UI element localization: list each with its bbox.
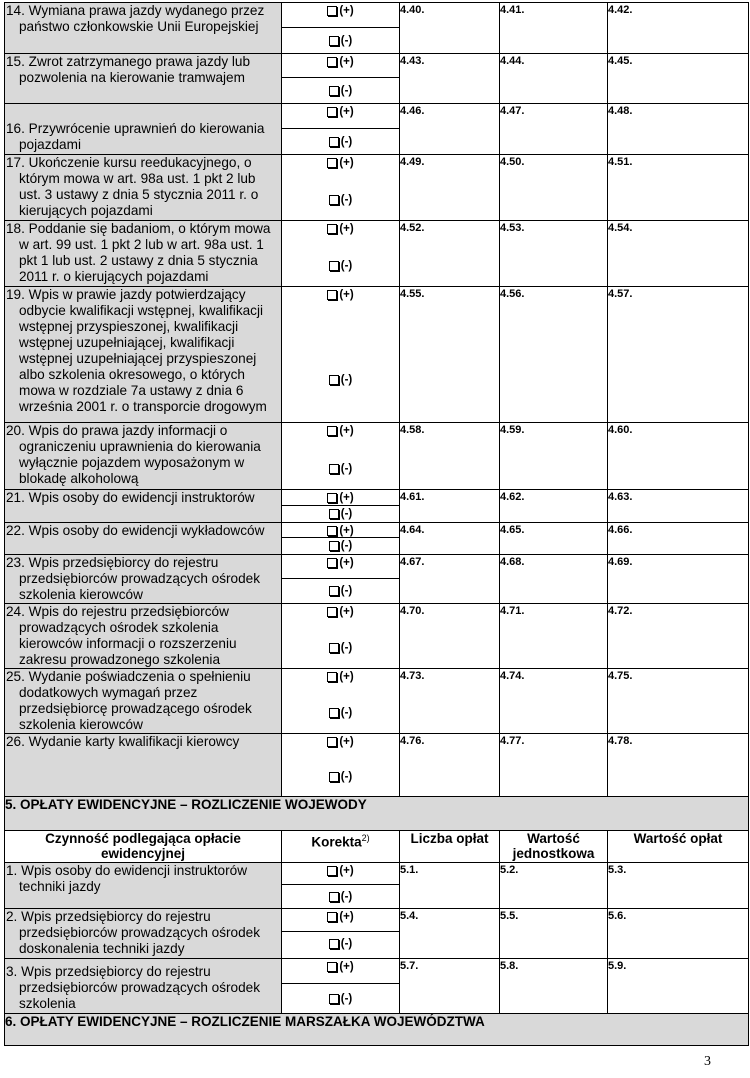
correction-plus-checkbox[interactable] bbox=[327, 425, 353, 437]
activity-label bbox=[5, 604, 282, 669]
activity-text: 14. Wymiana prawa jazdy wydanego przez państwo członkowskie Unii Europejskiej bbox=[6, 3, 265, 34]
total-value-field[interactable]: 4.57. bbox=[608, 287, 749, 423]
correction-plus-checkbox[interactable] bbox=[327, 525, 353, 537]
activity-label bbox=[5, 490, 282, 523]
count-field[interactable]: 4.52. bbox=[400, 221, 500, 287]
checkbox-icon[interactable] bbox=[329, 464, 339, 474]
correction-minus-checkbox[interactable] bbox=[329, 260, 353, 272]
activity-label bbox=[5, 221, 282, 287]
total-value-field[interactable]: 4.78. bbox=[608, 734, 749, 797]
checkbox-icon[interactable] bbox=[327, 672, 337, 682]
correction-plus-checkbox-label: (+) bbox=[339, 492, 354, 504]
table-row bbox=[5, 909, 749, 959]
checkbox-icon[interactable] bbox=[327, 912, 337, 922]
correction-cell bbox=[282, 3, 400, 54]
total-value-field[interactable]: 5.3. bbox=[608, 863, 749, 909]
checkbox-icon[interactable] bbox=[327, 737, 337, 747]
unit-value-field[interactable]: 5.8. bbox=[500, 959, 608, 1014]
unit-value-field[interactable]: 4.62. bbox=[500, 490, 608, 523]
correction-plus-checkbox-label: (+) bbox=[339, 671, 354, 683]
correction-plus-checkbox-label: (+) bbox=[339, 157, 354, 169]
checkbox-icon[interactable] bbox=[327, 493, 337, 503]
fees-table-section5 bbox=[4, 796, 749, 1046]
correction-minus-checkbox-label: (-) bbox=[340, 992, 353, 1005]
checkbox-icon[interactable] bbox=[327, 426, 337, 436]
total-value-field[interactable]: 5.6. bbox=[608, 909, 749, 959]
correction-cell bbox=[282, 104, 400, 155]
activity-text: 26. Wydanie karty kwalifikacji kierowcy bbox=[6, 734, 240, 749]
correction-minus-checkbox[interactable] bbox=[329, 642, 353, 654]
checkbox-icon[interactable] bbox=[327, 107, 337, 117]
correction-plus-checkbox-label: (+) bbox=[339, 223, 354, 235]
correction-plus-checkbox[interactable] bbox=[327, 289, 353, 301]
table-row bbox=[5, 287, 749, 423]
table-row bbox=[5, 863, 749, 909]
checkbox-icon[interactable] bbox=[329, 86, 339, 96]
total-value-field[interactable]: 4.63. bbox=[608, 490, 749, 523]
activity-label bbox=[5, 287, 282, 423]
table-row bbox=[5, 490, 749, 523]
total-value-field[interactable]: 4.60. bbox=[608, 423, 749, 490]
unit-value-field[interactable]: 4.41. bbox=[500, 3, 608, 54]
activity-label bbox=[5, 54, 282, 104]
checkbox-icon[interactable] bbox=[327, 158, 337, 168]
form-page bbox=[4, 2, 748, 1046]
activity-label bbox=[5, 3, 282, 54]
count-field[interactable]: 4.40. bbox=[400, 3, 500, 54]
checkbox-icon[interactable] bbox=[329, 137, 339, 147]
table-row bbox=[5, 555, 749, 604]
checkbox-icon[interactable] bbox=[327, 866, 337, 876]
correction-minus-checkbox[interactable] bbox=[329, 194, 353, 206]
correction-minus-checkbox[interactable] bbox=[329, 508, 353, 520]
header-wartosc-oplat: Wartość opłat bbox=[608, 831, 749, 863]
correction-minus-checkbox[interactable] bbox=[329, 771, 353, 783]
correction-minus-checkbox[interactable] bbox=[329, 938, 353, 950]
activity-label bbox=[5, 734, 282, 797]
activity-label bbox=[5, 669, 282, 734]
count-field[interactable]: 4.73. bbox=[400, 669, 500, 734]
correction-cell bbox=[282, 909, 400, 959]
correction-minus-checkbox-label: (-) bbox=[340, 585, 353, 597]
correction-plus-checkbox-label: (+) bbox=[339, 5, 354, 17]
correction-minus-checkbox-label: (-) bbox=[340, 642, 353, 654]
activity-text: 19. Wpis w prawie jazdy potwierdzający odbycie kwalifikacji wstępnej, kwalifikacji wstępnej przyspieszonej, kwalifikacji wstępnej uzupełniającej, kwalifikacji wstępnej uzupełniającej przyspieszonej albo szkolenia okresowego, o których mowa w rozdziale 7a ustawy z dnia 6 września 2001 r. o transporcie drogowym bbox=[6, 287, 267, 414]
correction-plus-checkbox-label: (+) bbox=[339, 289, 354, 301]
checkbox-icon[interactable] bbox=[329, 643, 339, 653]
table-row bbox=[5, 959, 749, 1014]
correction-minus-checkbox-label: (-) bbox=[340, 84, 353, 97]
unit-value-field[interactable]: 5.5. bbox=[500, 909, 608, 959]
count-field[interactable]: 5.4. bbox=[400, 909, 500, 959]
correction-plus-checkbox[interactable] bbox=[327, 157, 353, 169]
activity-label bbox=[5, 959, 282, 1014]
correction-plus-checkbox[interactable] bbox=[327, 736, 353, 748]
correction-plus-checkbox-label: (+) bbox=[339, 557, 354, 569]
correction-minus-checkbox-label: (-) bbox=[340, 890, 353, 903]
unit-value-field[interactable]: 4.71. bbox=[500, 604, 608, 669]
total-value-field[interactable]: 4.75. bbox=[608, 669, 749, 734]
activity-text: 16. Przywrócenie uprawnień do kierowania pojazdami bbox=[6, 121, 265, 152]
count-field[interactable]: 4.49. bbox=[400, 155, 500, 221]
checkbox-icon[interactable] bbox=[329, 509, 339, 519]
count-field[interactable]: 4.55. bbox=[400, 287, 500, 423]
correction-minus-checkbox[interactable] bbox=[329, 707, 353, 719]
correction-minus-checkbox[interactable] bbox=[329, 35, 353, 47]
activity-text: 1. Wpis osoby do ewidencji instruktorów techniki jazdy bbox=[6, 863, 248, 894]
unit-value-field[interactable]: 4.50. bbox=[500, 155, 608, 221]
count-field[interactable]: 4.70. bbox=[400, 604, 500, 669]
table-row bbox=[5, 3, 749, 54]
checkbox-icon[interactable] bbox=[329, 892, 339, 902]
activity-text: 17. Ukończenie kursu reedukacyjnego, o którym mowa w art. 98a ust. 1 pkt 2 lub ust. 3 ustawy z dnia 5 stycznia 2011 r. o kierujących pojazdami bbox=[6, 155, 259, 218]
count-field[interactable]: 4.46. bbox=[400, 104, 500, 155]
activity-text: 15. Zwrot zatrzymanego prawa jazdy lub pozwolenia na kierowanie tramwajem bbox=[6, 54, 251, 85]
correction-minus-checkbox-label: (-) bbox=[340, 508, 353, 520]
checkbox-icon[interactable] bbox=[327, 57, 337, 67]
correction-minus-checkbox-label: (-) bbox=[340, 259, 353, 272]
count-field[interactable]: 5.7. bbox=[400, 959, 500, 1014]
correction-cell bbox=[282, 555, 400, 604]
count-field[interactable]: 5.1. bbox=[400, 863, 500, 909]
correction-minus-checkbox-label: (-) bbox=[340, 540, 353, 552]
table-row bbox=[5, 221, 749, 287]
activity-label bbox=[5, 104, 282, 155]
checkbox-icon[interactable] bbox=[327, 526, 337, 536]
correction-plus-checkbox[interactable] bbox=[327, 492, 353, 504]
checkbox-icon[interactable] bbox=[329, 541, 339, 551]
correction-minus-checkbox-label: (-) bbox=[340, 135, 353, 148]
correction-plus-checkbox[interactable] bbox=[327, 606, 353, 618]
correction-plus-checkbox[interactable] bbox=[327, 56, 353, 68]
correction-plus-checkbox[interactable] bbox=[327, 106, 353, 118]
checkbox-icon[interactable] bbox=[329, 195, 339, 205]
unit-value-field[interactable]: 4.47. bbox=[500, 104, 608, 155]
checkbox-icon[interactable] bbox=[329, 586, 339, 596]
correction-cell bbox=[282, 54, 400, 104]
correction-plus-checkbox[interactable] bbox=[327, 671, 353, 683]
header-korekta bbox=[282, 831, 400, 863]
correction-cell bbox=[282, 734, 400, 797]
unit-value-field[interactable]: 4.56. bbox=[500, 287, 608, 423]
table-row bbox=[5, 423, 749, 490]
activity-label bbox=[5, 909, 282, 959]
checkbox-icon[interactable] bbox=[327, 558, 337, 568]
count-field[interactable]: 4.64. bbox=[400, 523, 500, 555]
total-value-field[interactable]: 4.54. bbox=[608, 221, 749, 287]
checkbox-icon[interactable] bbox=[329, 708, 339, 718]
correction-cell bbox=[282, 287, 400, 423]
correction-plus-checkbox-label: (+) bbox=[339, 425, 354, 437]
activity-text: 2. Wpis przedsiębiorcy do rejestru przedsiębiorców prowadzących ośrodek doskonalenia techniki jazdy bbox=[6, 909, 261, 956]
activity-label bbox=[5, 423, 282, 490]
unit-value-field[interactable]: 4.74. bbox=[500, 669, 608, 734]
total-value-field[interactable]: 4.69. bbox=[608, 555, 749, 604]
unit-value-field[interactable]: 4.68. bbox=[500, 555, 608, 604]
correction-plus-checkbox-label: (+) bbox=[339, 525, 354, 537]
unit-value-field[interactable]: 4.53. bbox=[500, 221, 608, 287]
activity-label bbox=[5, 555, 282, 604]
correction-minus-checkbox-label: (-) bbox=[340, 34, 353, 47]
correction-plus-checkbox-label: (+) bbox=[339, 56, 354, 68]
correction-plus-checkbox-label: (+) bbox=[339, 865, 354, 877]
total-value-field[interactable]: 4.72. bbox=[608, 604, 749, 669]
correction-cell bbox=[282, 155, 400, 221]
correction-minus-checkbox-label: (-) bbox=[340, 938, 353, 950]
correction-cell bbox=[282, 490, 400, 523]
checkbox-icon[interactable] bbox=[329, 772, 339, 782]
correction-plus-checkbox-label: (+) bbox=[339, 961, 354, 973]
table-row bbox=[5, 104, 749, 155]
checkbox-icon[interactable] bbox=[329, 375, 339, 385]
activity-label bbox=[5, 863, 282, 909]
checkbox-icon[interactable] bbox=[329, 261, 339, 271]
activity-text: 18. Poddanie się badaniom, o którym mowa w art. 99 ust. 1 pkt 2 lub w art. 98a ust. 1 pkt 1 lub ust. 2 ustawy z dnia 5 stycznia 2011 r. o kierujących pojazdami bbox=[6, 221, 271, 284]
count-field[interactable]: 4.61. bbox=[400, 490, 500, 523]
table-row bbox=[5, 155, 749, 221]
header-wartosc-jednostkowa: Wartość jednostkowa bbox=[500, 831, 608, 863]
footnote-ref: 2) bbox=[361, 833, 370, 843]
correction-minus-checkbox[interactable] bbox=[329, 585, 353, 597]
correction-minus-checkbox[interactable] bbox=[329, 540, 353, 552]
activity-text: 23. Wpis przedsiębiorcy do rejestru przedsiębiorców prowadzących ośrodek szkolenia kierowców bbox=[6, 555, 261, 602]
correction-minus-checkbox-label: (-) bbox=[340, 193, 353, 206]
correction-minus-checkbox[interactable] bbox=[329, 993, 353, 1005]
correction-plus-checkbox[interactable] bbox=[327, 961, 353, 973]
total-value-field[interactable]: 5.9. bbox=[608, 959, 749, 1014]
correction-plus-checkbox[interactable] bbox=[327, 911, 353, 923]
correction-cell bbox=[282, 423, 400, 490]
header-czynnosc: Czynność podlegająca opłacie ewidencyjnej bbox=[5, 831, 282, 863]
count-field[interactable]: 4.76. bbox=[400, 734, 500, 797]
total-value-field[interactable]: 4.66. bbox=[608, 523, 749, 555]
correction-minus-checkbox[interactable] bbox=[329, 136, 353, 148]
activity-text: 3. Wpis przedsiębiorcy do rejestru przedsiębiorców prowadzących ośrodek szkolenia bbox=[6, 964, 261, 1011]
total-value-field[interactable]: 4.42. bbox=[608, 3, 749, 54]
activity-text: 20. Wpis do prawa jazdy informacji o ograniczeniu uprawnienia do kierowania wyłącznie pojazdem wyposażonym w blokadę alkoholową bbox=[6, 423, 261, 486]
checkbox-icon[interactable] bbox=[327, 962, 337, 972]
correction-cell bbox=[282, 669, 400, 734]
count-field[interactable]: 4.43. bbox=[400, 54, 500, 104]
correction-minus-checkbox[interactable] bbox=[329, 85, 353, 97]
unit-value-field[interactable]: 5.2. bbox=[500, 863, 608, 909]
correction-plus-checkbox[interactable] bbox=[327, 557, 353, 569]
correction-plus-checkbox-label: (+) bbox=[339, 736, 354, 748]
correction-cell bbox=[282, 221, 400, 287]
table-row bbox=[5, 604, 749, 669]
activity-text: 24. Wpis do rejestru przedsiębiorców prowadzących ośrodek szkolenia kierowców informacji o rozszerzeniu zakresu prowadzonego szkolenia bbox=[6, 604, 237, 667]
activity-text: 21. Wpis osoby do ewidencji instruktorów bbox=[6, 490, 255, 505]
correction-minus-checkbox[interactable] bbox=[329, 891, 353, 903]
table-row bbox=[5, 734, 749, 797]
unit-value-field[interactable]: 4.65. bbox=[500, 523, 608, 555]
correction-plus-checkbox-label: (+) bbox=[339, 911, 354, 923]
correction-cell bbox=[282, 604, 400, 669]
fees-table-section4 bbox=[4, 2, 749, 797]
total-value-field[interactable]: 4.51. bbox=[608, 155, 749, 221]
total-value-field[interactable]: 4.45. bbox=[608, 54, 749, 104]
correction-minus-checkbox[interactable] bbox=[329, 374, 353, 386]
activity-label bbox=[5, 523, 282, 555]
header-liczba-oplat: Liczba opłat bbox=[400, 831, 500, 863]
table-row bbox=[5, 54, 749, 104]
correction-cell bbox=[282, 863, 400, 909]
correction-minus-checkbox-label: (-) bbox=[340, 770, 353, 783]
unit-value-field[interactable]: 4.44. bbox=[500, 54, 608, 104]
checkbox-icon[interactable] bbox=[327, 290, 337, 300]
checkbox-icon[interactable] bbox=[329, 939, 339, 949]
checkbox-icon[interactable] bbox=[327, 607, 337, 617]
correction-plus-checkbox[interactable] bbox=[327, 865, 353, 877]
correction-minus-checkbox-label: (-) bbox=[340, 707, 353, 719]
total-value-field[interactable]: 4.48. bbox=[608, 104, 749, 155]
correction-plus-checkbox-label: (+) bbox=[339, 106, 354, 118]
activity-text: 22. Wpis osoby do ewidencji wykładowców bbox=[6, 523, 265, 538]
count-field[interactable]: 4.58. bbox=[400, 423, 500, 490]
unit-value-field[interactable]: 4.59. bbox=[500, 423, 608, 490]
table-row bbox=[5, 523, 749, 555]
correction-minus-checkbox-label: (-) bbox=[340, 374, 353, 386]
checkbox-icon[interactable] bbox=[327, 224, 337, 234]
correction-plus-checkbox[interactable] bbox=[327, 223, 353, 235]
correction-plus-checkbox-label: (+) bbox=[339, 606, 354, 618]
correction-minus-checkbox-label: (-) bbox=[340, 462, 353, 475]
correction-minus-checkbox[interactable] bbox=[329, 463, 353, 475]
checkbox-icon[interactable] bbox=[329, 994, 339, 1004]
checkbox-icon[interactable] bbox=[329, 36, 339, 46]
checkbox-icon[interactable] bbox=[327, 6, 337, 16]
unit-value-field[interactable]: 4.77. bbox=[500, 734, 608, 797]
page-number: 3 bbox=[704, 1054, 711, 1069]
table-row bbox=[5, 669, 749, 734]
correction-cell bbox=[282, 959, 400, 1014]
section-5-title: 5. OPŁATY EWIDENCYJNE – ROZLICZENIE WOJEWODY bbox=[5, 797, 749, 831]
activity-label bbox=[5, 155, 282, 221]
activity-text: 25. Wydanie poświadczenia o spełnieniu dodatkowych wymagań przez przedsiębiorcę prowadzącego ośrodek szkolenia kierowców bbox=[6, 669, 252, 732]
count-field[interactable]: 4.67. bbox=[400, 555, 500, 604]
correction-plus-checkbox[interactable] bbox=[327, 5, 353, 17]
header-korekta-label: Korekta bbox=[311, 834, 362, 850]
section-6-title: 6. OPŁATY EWIDENCYJNE – ROZLICZENIE MARSZAŁKA WOJEWÓDZTWA bbox=[5, 1014, 749, 1046]
correction-cell bbox=[282, 523, 400, 555]
